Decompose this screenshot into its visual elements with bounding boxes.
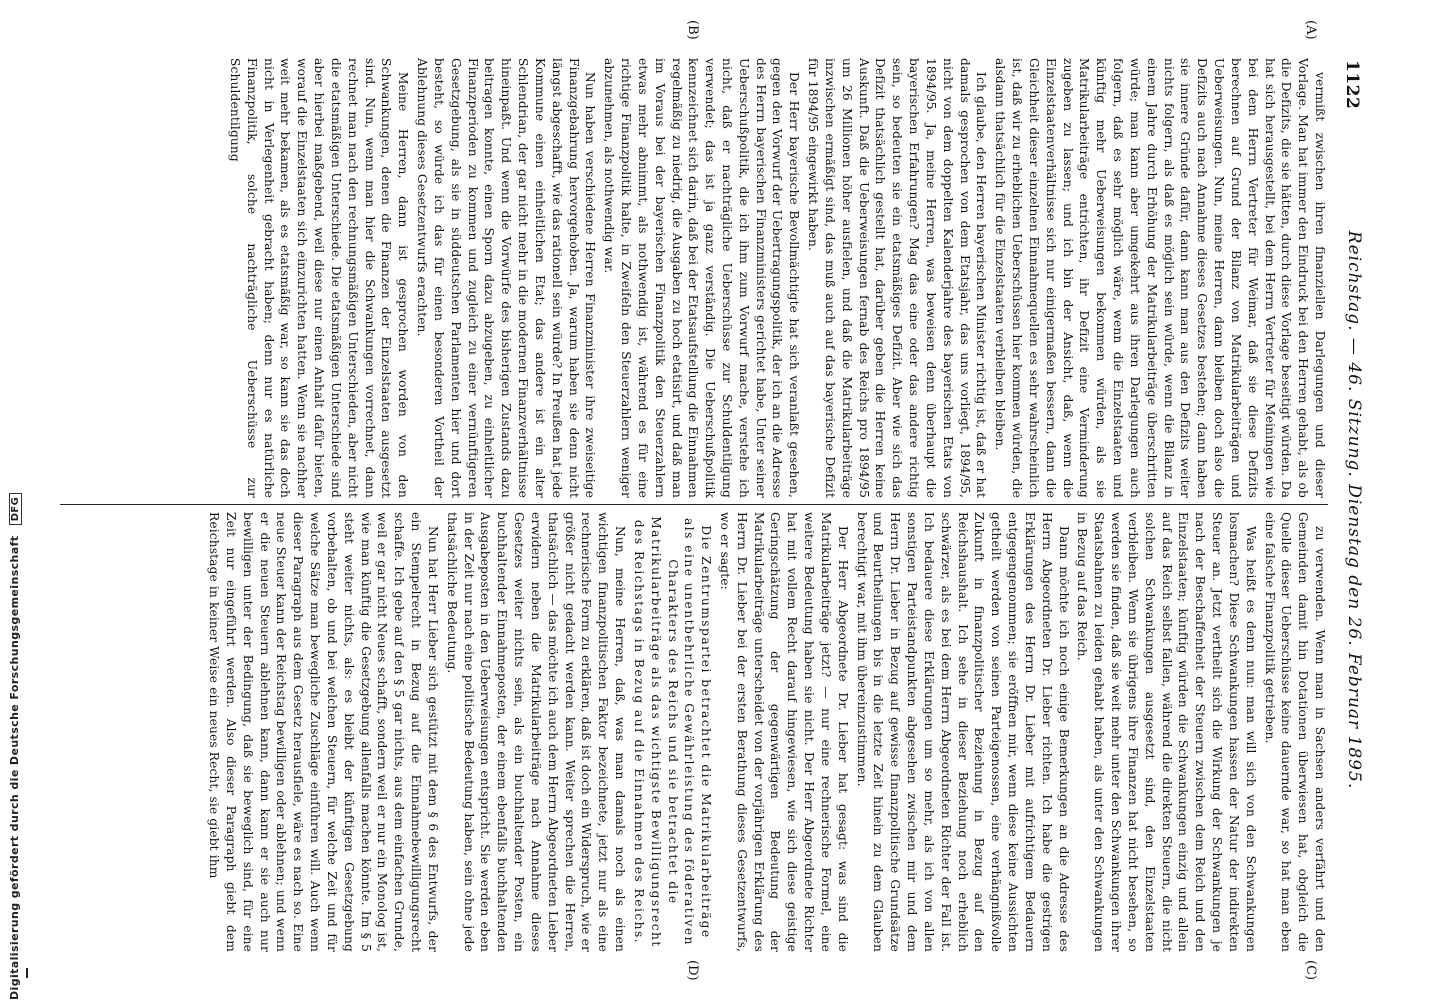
right-text-column bbox=[60, 512, 1328, 952]
dfg-logo: DFG bbox=[9, 493, 22, 526]
running-head: Reichstag. — 46. Sitzung. Dienstag den 26. Februar 1895. bbox=[1344, 230, 1364, 790]
paragraph: Nun hat Herr Lieber sich gestützt mit dem § 6 des Entwurfs, der ein Stempelrecht in Bezug auf die Einnahmebewilligungsrecht schaffe. Ich gebe auf den § 5 gar nichts, aus dem einfachen Grunde, weil er gar nicht Neues schafft, sondern weil er nur ein Monolog ist, wie man künftig die Gesetzgebung allenfalls machen könnte. Im § 5 steht weiter nichts, als: es bleibt der künftigen Gesetzgebung vorbehalten, ob und bei welchen Steuern, für welche Zeit und für welche Sätze man bewegliche Zuschläge einführen will. Auch wenn dieser Paragraph aus dem Gesetz herausfiele, wäre es nach so. Eine neue Steuer kann der Reichstag bewilligen oder ablehnen; und wenn er die neuen Steuern ablehnen kann, dann kann er sie auch nur bewilligen unter der Bedingung, daß sie beweglich sind, für eine Zeit nur eingeführt werden. Also dieser Paragraph giebt dem Reichstage in keiner Weise ein neues Recht, sie giebt ihm bbox=[207, 512, 440, 952]
margin-letter-c: (C) bbox=[1303, 960, 1318, 981]
paragraph: Was heißt es denn nun: man will sich von den Schwankungen losmachen? Diese Schwankungen hassen der Natur der indirekten Steuer an. Jetzt vertheilt sich die Wirkung der Schwankungen je nach der Beschaffenheit der Steuern zwischen dem Reich und den Einzelstaaten; künftig würden die Schwankungen einzig und allein auf das Reich selbst fallen, während die direkten Steuern, die nicht solchen Schwankungen ausgesetzt sind, den Einzelstaaten verbleiben. Wenn sie übrigens ihre Finanzen hat nicht besehen, so werden sie finden, daß sie weit mehr unter den Schwankungen ihrer Staatsbahnen zu leiden gehabt haben, als unter den Schwankungen in Bezug auf das Reich. bbox=[1075, 512, 1258, 952]
paragraph: Der Herr bayerische Bevollmächtigte hat sich veranlaßt gesehen, gegen den Vorwurf der Uebertragungspolitik, der ich an die Adresse des Herrn bayerischen Finanzministers gerichtet habe, Unter seiner Ueberschußpolitik, die ich ihm zum Vorwurf mache, verstehe ich nicht, daß er nachträgliche Ueberschüsse zur Schuldentilgung verwendet; das ist ja ganz verständig. Die Ueberschußpolitik kennzeichnet sich darin, daß bei der Etatsaufstellung die Einnahmen regelmäßig zu niedrig, die Ausgaben zu hoch etatisirt, und daß man im Voraus bei der bayerischen Finanzpolitik den Steuerzahlern etwas mehr abnimmt, als nothwendig ist, während es für eine richtige Finanzpolitik halte, in Zweifeln den Steuerzahlern weniger abzunehmen, als nothwendig war. bbox=[602, 58, 802, 498]
column-divider bbox=[60, 504, 1328, 505]
paragraph: Nun haben verschiedene Herren Finanzminister ihre zweiseitige Finanzgebahrung hervorgehoben. Ja, warum haben sie denn nicht längst abgeschafft, wie das rationell sein würde? In Preußen hat jede Kommune einen einheitlichen Etat; das andere ist ein alter Schlendrian, der gar nicht mehr in die modernen Finanzverhältnisse hineinpaßt. Und wenn die Vorwürfe des bisherigen Zustands dazu beitragen konnte, einen Sporn dazu abzugeben, zu einheitlicher Finanzperioden zu kommen und zugleich zu einer vernünftigeren Gesetzgebung, als sie in süddeutschen Parlamenten hier und dort besteht, so würde ich das für einen besonderen Vortheil der Ablehnung dieses Gesetzentwurfs erachten. bbox=[415, 58, 598, 498]
left-text-column bbox=[60, 58, 1328, 498]
edge-mark bbox=[26, 968, 28, 978]
paragraph: Meine Herren, dann ist gesprochen worden von den Schwankungen, denen die Finanzen der Einzelstaaten ausgesetzt sind. Nun, wenn man hier die Schwankungen vorrechnet, dann rechnet man nach den rechnungsmäßigen Unterschieden, aber nicht die etatsmäßigen Unterschiede. Die etatsmäßigen Unterschiede sind aber hierbei maßgebend, weil diese nur einen Anhalt dafür bieten, worauf die Einzelstaaten sich einzurichten hatten. Wenn sie nachher weit mehr bekamen, als es etatsmäßig war, so kann sie das doch nicht in Verlegenheit gebracht haben; denn nur es natürliche Finanzpolitik, solche nachträgliche Ueberschüsse zur Schuldentilgung bbox=[228, 58, 411, 498]
paragraph: Dann möchte ich noch einige Bemerkungen an die Adresse des Herrn Abgeordneten Dr. Lieber richten. Ich habe die gestrigen Erklärungen des Herrn Dr. Lieber mit aufrichtigem Bedauern entgegengenommen; sie eröffnen mir, wenn diese keine Aussichten getheilt werden von seinen Parteigenossen, eine verhängnißvolle Zukunft in finanzpolitischer Beziehung in Bezug auf den Reichshaushalt. Ich sehe in dieser Beziehung noch erheblich schwärzer, als es bei dem Herrn Abgeordneten Richter der Fall ist. Ich bedauere diese Erklärungen um so mehr, als ich von allen sonstigen Parteistandpunkten abgesehen zwischen mir und dem Herrn Dr. Lieber in Bezug auf gewisse finanzpolitische Grundsätze und Beurtheilungen bis in die letzte Zeit hinein zu dem Glauben berechtigt war, mit ihm übereinzustimmen. bbox=[854, 512, 1071, 952]
margin-letter-b: (B) bbox=[685, 20, 700, 40]
paragraph: Der Herr Abgeordnete Dr. Lieber hat gesagt: was sind die Matrikularbeiträge jetzt? — nur eine rechnerische Formel, eine weitere Bedeutung haben sie nicht. Der Herr Abgeordnete Richter hat mit vollem Recht darauf hingewiesen, wie sich diese geistige Geringschätzung der gegenwärtigen Bedeutung der Matrikularbeiträge unterscheidet von der vorjährigen Erklärung des Herrn Dr. Lieber bei der ersten Berathung dieses Gesetzentwurfs, wo er sagte: bbox=[718, 512, 850, 952]
page-number: 1122 bbox=[1342, 60, 1362, 110]
paragraph: vermißt zwischen ihren finanziellen Darlegungen und dieser Vorlage. Man hat immer den Eindruck bei den Herren gehabt, als ob die Defizits, die sie hätten, durch diese Vorlage beseitigt würden. Da hat sich herausgestellt, bei dem Herrn Vertreter für Meiningen wie bei dem Herrn Vertreter für Weimar, daß sie diese Defizits berechnen auf Grund der Bilanz von Matrikularbeiträgen und Ueberweisungen. Nun, meine Herren, dann bleiben doch also die Defizits auch nach Annahme dieses Gesetzes bestehen; dann haben sie innere Gründe dafür, dann kann man aus den Defizits weiter nichts folgern, als daß es möglich sein würde, wenn die Bilanz in einem Jahre durch Erhöhung der Matrikularbeiträge überschritten würde; man kann aber umgekehrt aus ihren Darlegungen auch folgern, daß es sehr möglich wäre, wenn die Einzelstaaten und künftig mehr Ueberweisungen bekommen würden, als sie Matrikularbeiträge entrichten, ihr Defizit eine Verminderung zugeben zu lassen; und ich bin der Ansicht, daß, wenn die Einzelstaatenverhältnisse sich nur einigermaßen bessern, dann die Gleichheit dieser einzelnen Einnahmequellen es sehr wahrscheinlich ist, daß wir zu erheblichen Ueberschüssen hier kommen würden, die alsdann thatsächlich für die Einzelstaaten verbleiben bleiben. bbox=[993, 58, 1327, 498]
paragraph: zu verwenden. Wenn man in Sachsen anders verfährt und den Gemeinden damit hin Dotationen überwiesen hat, obgleich die Quelle dieser Ueberschüsse keine dauernde war, so hat man eben eine falsche Finanzpolitik getrieben. bbox=[1262, 512, 1327, 952]
margin-letter-d: (D) bbox=[685, 960, 700, 981]
margin-letter-a: (A) bbox=[1303, 20, 1318, 40]
paragraph: Ich glaube, den Herren bayerischen Minister richtig ist, daß er hat damals gesprochen von dem Etatsjahr, das uns vorliegt, 1894/95, nicht von dem doppelten Kalenderjahre des bayerischen Etats von 1894/95. Ja, meine Herren, was beweisen denn überhaupt die bayerischen Erfahrungen? Mag das eine oder das andere richtig sein, so bedeuten sie ein etatsmäßiges Defizit. Aber wie sich das Defizit thatsächlich gestellt hat, darüber geben die Herren keine Auskunft. Daß die Ueberweisungen fernab des Reichs pro 1894/95 um 26 Millionen höher ausfielen, und daß die Matrikularbeiträge inzwischen ermäßigt sind, das muß auch auf das bayerische Defizit für 1894/95 eingewirkt haben. bbox=[806, 58, 989, 498]
digitization-credit bbox=[8, 0, 22, 1000]
paragraph: Nun, meine Herren, daß, was man damals noch als einen wichtigen finanzpolitischen Faktor bezeichnete, jetzt nur als eine rechnerische Form zu erklären, daß ist doch ein Widerspruch, wie er größer nicht gedacht werden kann. Weiter sprechen die Herren, thatsächlich — das möchte ich auch dem Herrn Abgeordneten Lieber erwidern neben die Matrikularbeiträge nach Annahme dieses Gesetzes weiter nichts sein, als ein buchhaltender Posten, ein buchhaltender Einnahmeposten, der einem ebenfalls buchhaltenden Ausgabeposten in den Ueberweisungen entspricht. Sie werden eben in der Zeit nur nach eine politische Bedeutung haben, sein ohne jede thatsächliche Bedeutung. bbox=[444, 512, 628, 952]
credit-text: Digitalisierung gefördert durch die Deutsche Forschungsgemeinschaft bbox=[8, 535, 21, 1000]
page-header bbox=[1336, 60, 1366, 960]
quoted-statement: Die Zentrumspartei betrachtet die Matrikularbeiträge als eine unentbehrliche Gewährleistung des föderativen Charakters des Reichs und sie betrachtet die Matrikularbeiträge als das wichtigste Bewilligungsrecht des Reichstags in Bezug auf die Einnahmen des Reichs. bbox=[631, 516, 714, 948]
